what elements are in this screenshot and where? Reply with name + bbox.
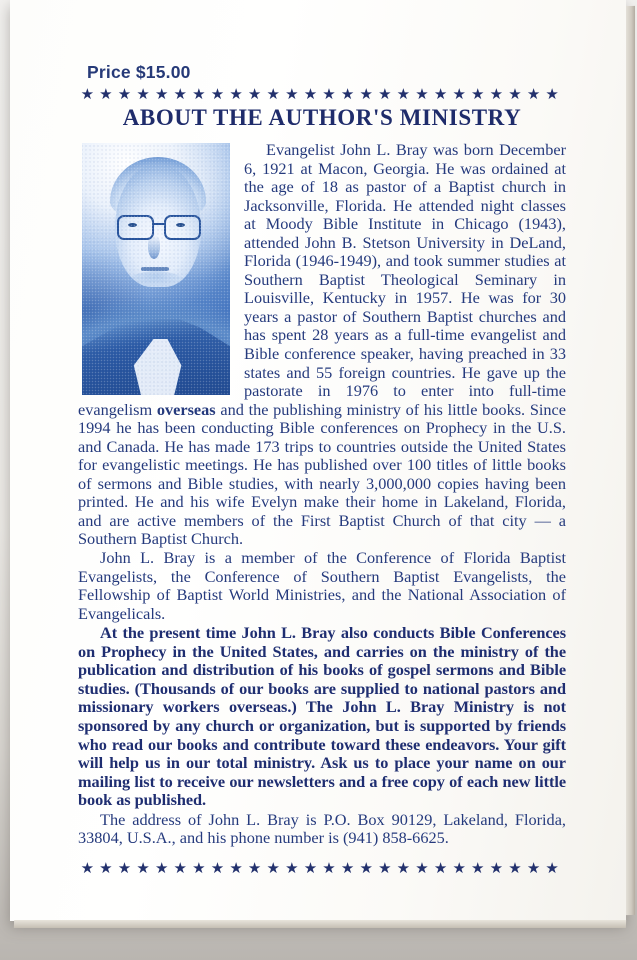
star-icon: ★: [99, 87, 113, 102]
paragraph-conferences: At the present time John L. Bray also conducts Bible Conferences on Prophecy in the United States, and carries on the ministry of the publication and distribution of his books of gospel sermons and Bible studies. (Thousands of our books are supplied to national pastors and missionary workers overseas.) The John L. Bray Ministry is not sponsored by any church or organization, but is supported by friends who read our books and contribute toward these endeavors. Your gift will help us in our total ministry. Ask us to place your name on our mailing list to receive our newsletters and a free copy of each new little book as published.: [78, 623, 566, 810]
bio-text-part-1: Evangelist John L. Bray was born December 6, 1921 at Macon, Georgia. He was ordained at the age of 18 as pastor of a Baptist church in Jacksonville, Florida. He attended night classes at Moody Bible Institute in Chicago (1943), attended John B. Stetson University in DeLand, Florida (1946-1949), and took summer studies at Southern Baptist Theological Seminary in Louisville, Kentucky in 1957. He was for 30 years a pastor of Southern Baptist churches and has spent 28 years as a full-time evangelist and Bible conference speaker, having preached in 33 states and 55 foreign countries. He gave up the pastorate in 1976 to enter into full-time evangelism: [78, 140, 566, 419]
star-icon: ★: [508, 87, 522, 102]
star-icon: ★: [508, 860, 522, 876]
star-icon: ★: [489, 860, 504, 876]
price-label: Price $15.00: [87, 62, 191, 82]
star-icon: ★: [452, 860, 466, 876]
star-icon: ★: [471, 860, 485, 876]
star-divider-bottom: [78, 861, 566, 876]
star-icon: ★: [303, 860, 318, 876]
book-page-edge-right: [626, 6, 635, 915]
star-icon: ★: [247, 87, 262, 102]
star-icon: ★: [285, 860, 299, 876]
star-icon: ★: [247, 860, 262, 876]
star-icon: ★: [266, 87, 280, 102]
bio-text-part-2: and the publishing ministry of his little books. Since 1994 he has been conducting Bible conferences on Prophecy in the U.S. and Canada. He has made 173 trips to countries outside the United States for evangelistic meetings. He has published over 100 titles of little books of sermons and Bible studies, with nearly 3,000,000 copies having been printed. He and his wife Evelyn make their home in Lakeland, Florida, and are active members of the First Baptist Church of that city — a Southern Baptist Church.: [78, 399, 566, 549]
star-icon: ★: [526, 860, 541, 876]
star-icon: ★: [285, 87, 299, 102]
star-icon: ★: [433, 87, 448, 102]
author-portrait-photo: [82, 143, 230, 395]
star-icon: ★: [340, 860, 355, 876]
star-icon: ★: [415, 860, 429, 876]
star-icon: ★: [378, 87, 392, 102]
page-title: ABOUT THE AUTHOR'S MINISTRY: [122, 105, 522, 130]
bio-bold-overseas: overseas: [156, 399, 216, 419]
book-back-cover: [10, 0, 626, 921]
star-icon: ★: [415, 87, 429, 102]
paragraph-address: The address of John L. Bray is P.O. Box 90129, Lakeland, Florida, 33804, U.S.A., and his phone number is (941) 858-6625.: [78, 809, 566, 848]
star-icon: ★: [545, 860, 559, 876]
star-icon: ★: [340, 87, 355, 102]
star-icon: ★: [154, 860, 169, 876]
star-divider-top: [78, 87, 566, 102]
star-icon: ★: [229, 860, 243, 876]
star-icon: ★: [117, 87, 132, 102]
star-icon: ★: [117, 860, 132, 876]
star-icon: ★: [526, 87, 541, 102]
star-icon: ★: [173, 87, 187, 102]
star-icon: ★: [433, 860, 448, 876]
star-icon: ★: [192, 860, 206, 876]
star-icon: ★: [99, 860, 113, 876]
star-icon: ★: [154, 87, 169, 102]
star-icon: ★: [322, 860, 336, 876]
star-icon: ★: [192, 87, 206, 102]
star-icon: ★: [322, 87, 336, 102]
paragraph-memberships: John L. Bray is a member of the Conference of Florida Baptist Evangelists, the Conference of Southern Baptist Evangelists, the Fellowship of Baptist World Ministries, and the National Association of Evangelicals.: [78, 548, 566, 623]
star-icon: ★: [378, 860, 392, 876]
star-icon: ★: [359, 87, 373, 102]
star-icon: ★: [136, 87, 150, 102]
star-icon: ★: [229, 87, 243, 102]
star-icon: ★: [396, 860, 411, 876]
book-page-edge-bottom: [14, 920, 626, 928]
star-icon: ★: [359, 860, 373, 876]
star-icon: ★: [303, 87, 318, 102]
star-icon: ★: [489, 87, 504, 102]
star-icon: ★: [80, 87, 95, 102]
bio-block: [78, 140, 566, 549]
star-icon: ★: [471, 87, 485, 102]
star-icon: ★: [266, 860, 280, 876]
star-icon: ★: [136, 860, 150, 876]
star-icon: ★: [452, 87, 466, 102]
star-icon: ★: [210, 860, 225, 876]
star-icon: ★: [173, 860, 187, 876]
star-icon: ★: [396, 87, 411, 102]
back-cover-content: [78, 62, 566, 876]
star-icon: ★: [210, 87, 225, 102]
star-icon: ★: [80, 860, 95, 876]
star-icon: ★: [545, 87, 559, 102]
